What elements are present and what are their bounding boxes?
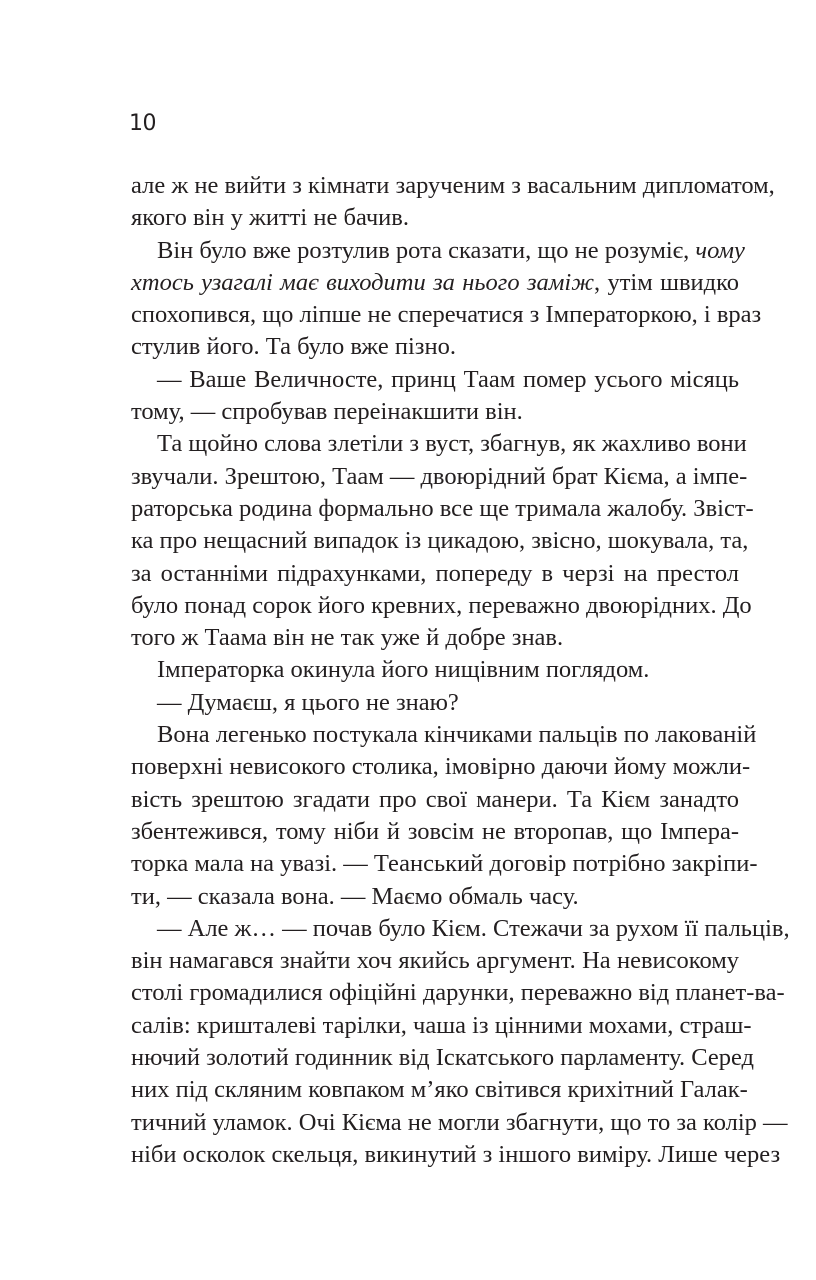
text-line: але ж не вийти з кімнати зарученим з васальним дипломатом, xyxy=(131,172,775,199)
text-line: Імператорка окинула його нищівним поглядом. xyxy=(157,656,650,684)
text-line: звучали. Зрештою, Таам — двоюрідний брат Кієма, а імпе- xyxy=(131,462,748,490)
body-text xyxy=(131,170,790,1171)
text-segment: , утім швидко xyxy=(594,268,739,296)
text-line: він намагався знайти хоч якийсь аргумент. На невисокому xyxy=(131,947,739,975)
text-line: ти, — сказала вона. — Маємо обмаль часу. xyxy=(131,882,579,910)
text-line: за останніми підрахунками, попереду в черзі на престол xyxy=(131,559,739,587)
text-line: тичний уламок. Очі Кієма не могли збагнути, що то за колір — xyxy=(131,1108,788,1136)
text-line: спохопився, що ліпше не сперечатися з Імператоркою, і враз xyxy=(131,301,762,329)
text-line: Та щойно слова злетіли з вуст, збагнув, як жахливо вони xyxy=(157,430,747,458)
text-line xyxy=(131,235,745,267)
text-line: збентежився, тому ніби й зовсім не второпав, що Імпера- xyxy=(131,817,739,845)
text-line: раторська родина формально все ще тримала жалобу. Звіст- xyxy=(131,494,754,522)
text-line: того ж Таама він не так уже й добре знав. xyxy=(131,624,564,652)
text-line: ніби осколок скельця, викинутий з іншого виміру. Лише через xyxy=(131,1140,781,1168)
text-line: Вона легенько постукала кінчиками пальців по лакованій xyxy=(157,721,757,749)
text-line: торка мала на увазі. — Теанський договір потрібно закріпи- xyxy=(131,850,758,878)
text-line: стулив його. Та було вже пізно. xyxy=(131,333,456,361)
text-line: — Думаєш, я цього не знаю? xyxy=(157,688,459,716)
text-line: них під скляним ковпаком м’яко світився крихітний Галак- xyxy=(131,1076,748,1104)
italic-segment: чому xyxy=(695,236,745,264)
text-line: — Але ж… — почав було Кієм. Стежачи за рухом її пальців, xyxy=(157,914,790,942)
text-line: якого він у житті не бачив. xyxy=(131,204,409,232)
text-line: ка про нещасний випадок із цикадою, звісно, шокувала, та, xyxy=(131,527,749,555)
text-line: було понад сорок його кревних, переважно двоюрідних. До xyxy=(131,591,752,619)
italic-segment: хтось узагалі має виходити за нього заміж xyxy=(131,268,594,296)
text-line: столі громадилися офіційні дарунки, переважно від планет-ва- xyxy=(131,979,785,1007)
page-number: 10 xyxy=(129,111,156,136)
text-line: тому, — спробував переінакшити він. xyxy=(131,398,523,426)
text-segment: Він було вже розтулив рота сказати, що не розуміє, xyxy=(157,236,696,264)
text-line: салів: кришталеві тарілки, чаша із цінними мохами, страш- xyxy=(131,1011,752,1039)
text-line: — Ваше Величносте, принц Таам помер усього місяць xyxy=(157,365,739,393)
text-line xyxy=(131,267,739,299)
text-line: поверхні невисокого столика, імовірно даючи йому можли- xyxy=(131,753,751,781)
text-line: вість зрештою згадати про свої манери. Та Кієм занадто xyxy=(131,785,739,813)
text-line: нючий золотий годинник від Іскатського парламенту. Серед xyxy=(131,1044,755,1072)
